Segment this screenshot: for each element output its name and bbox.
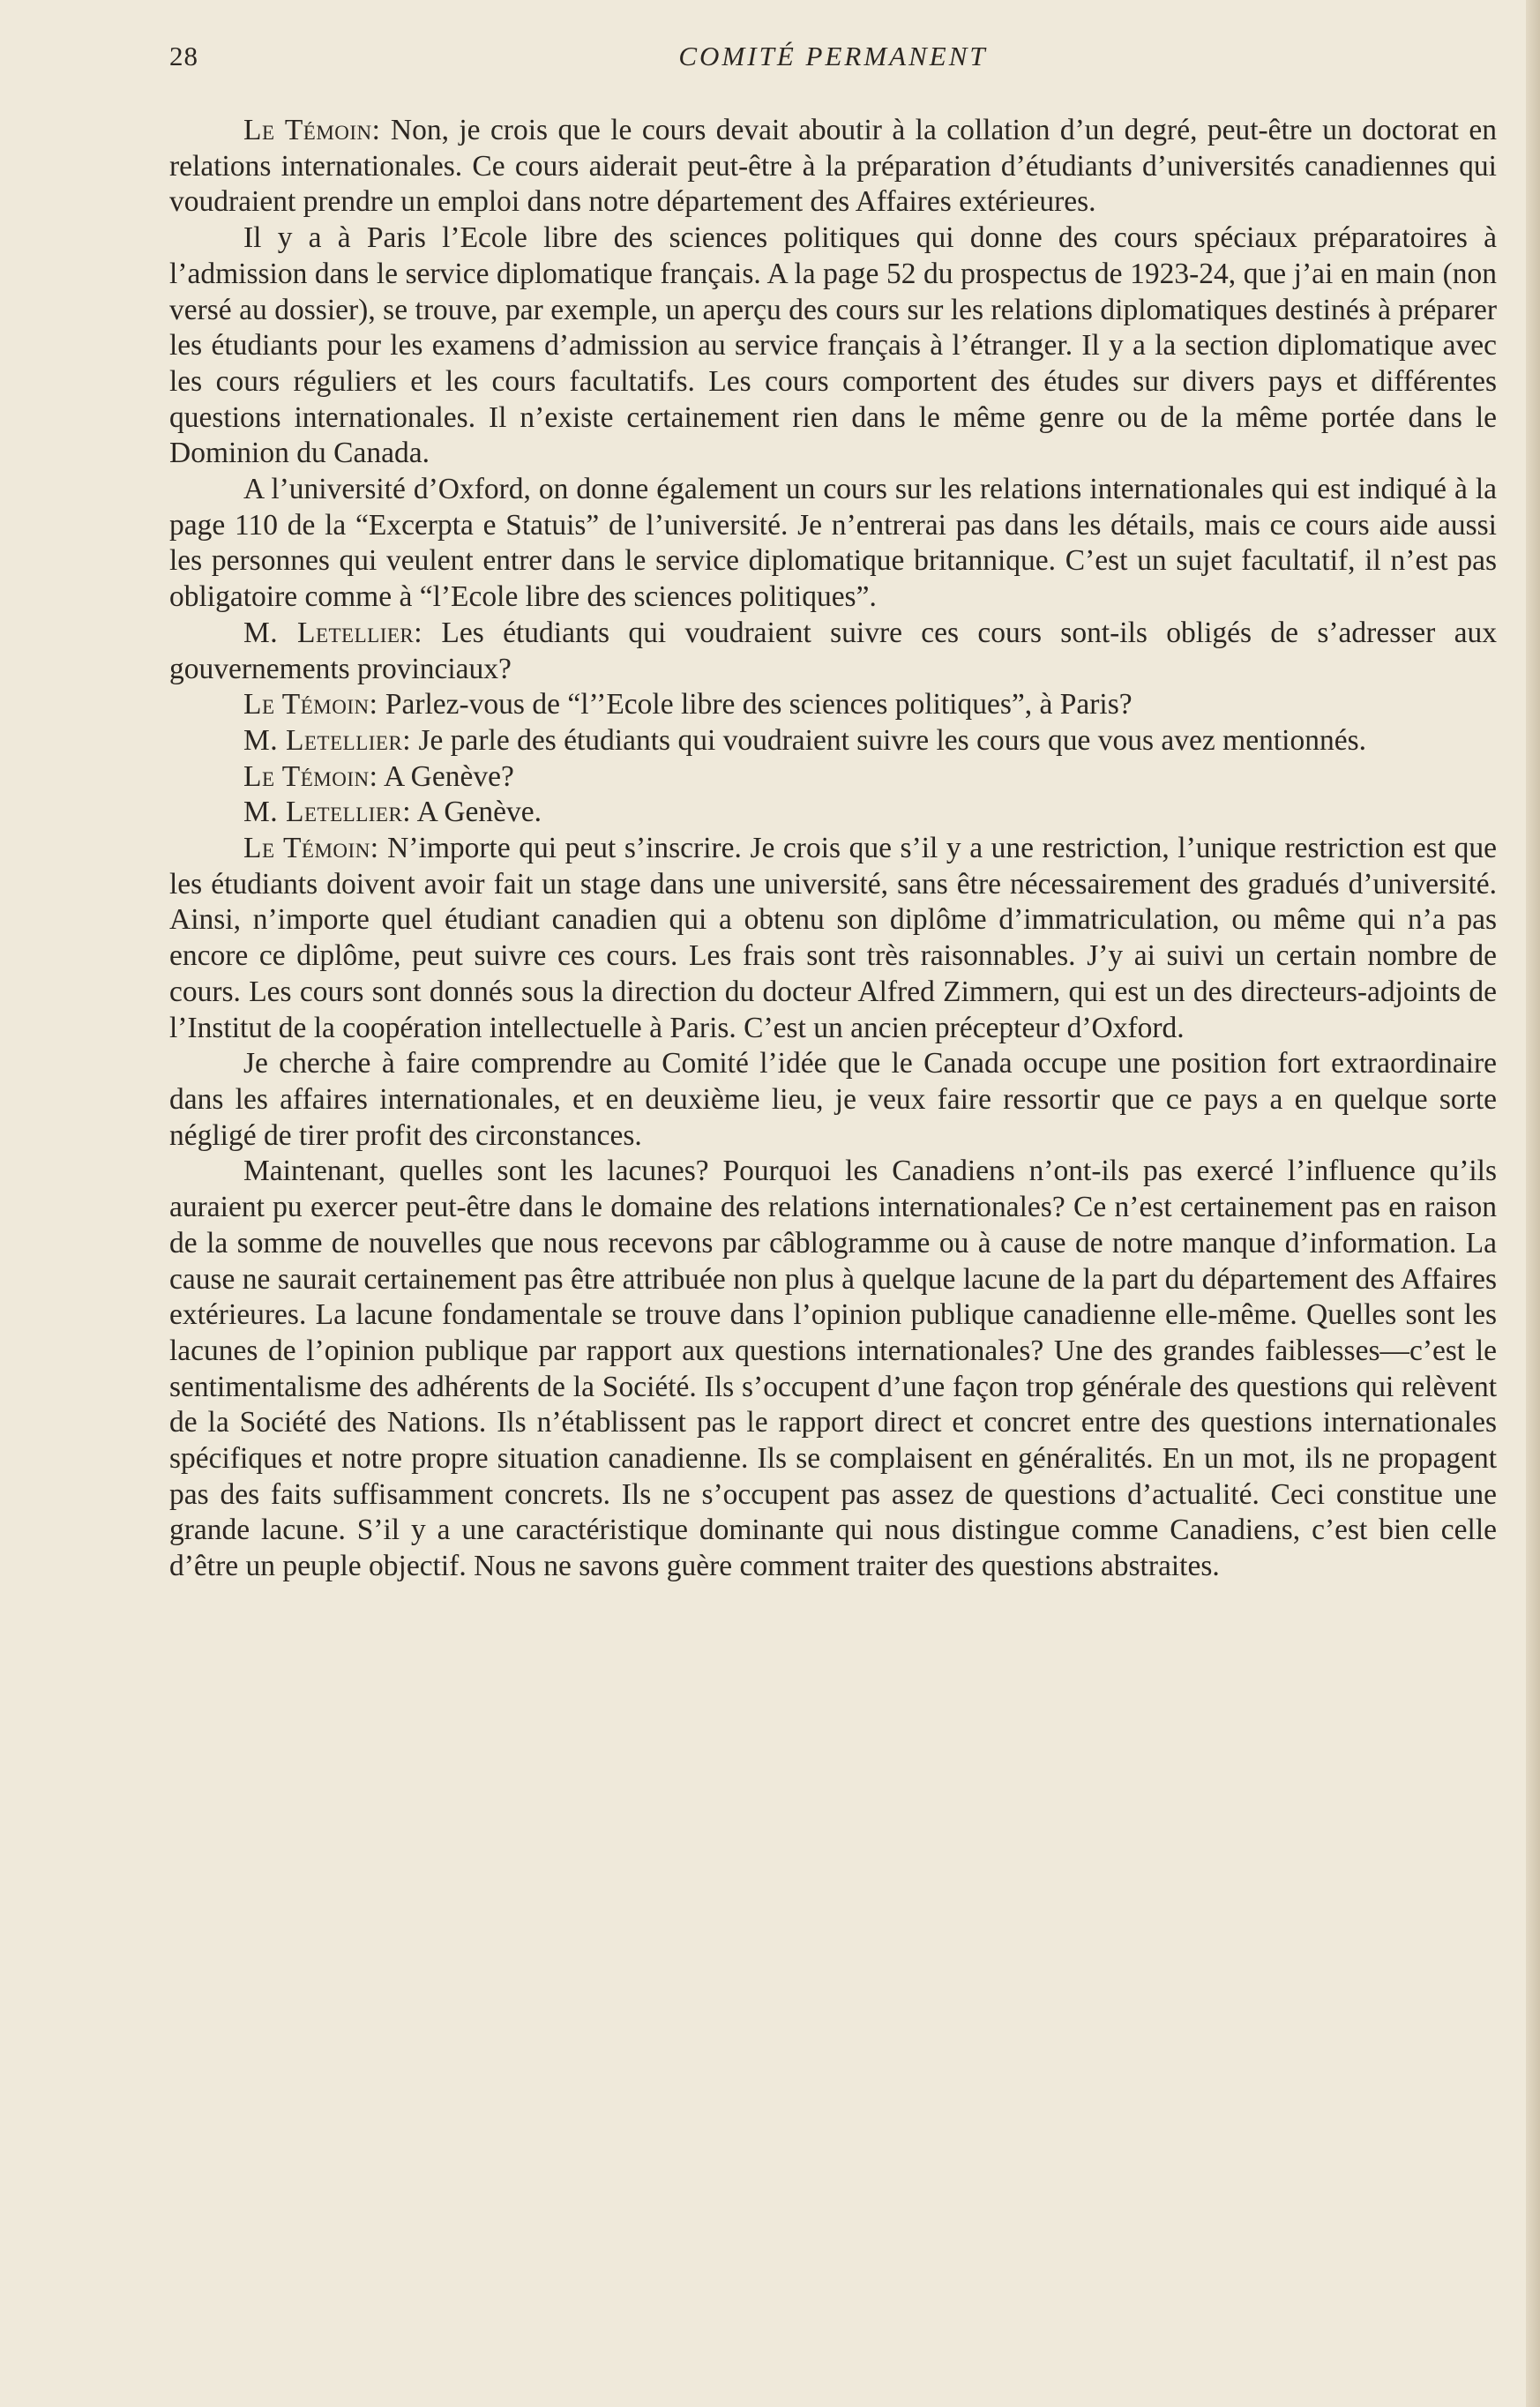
paragraph-text: Les étudiants qui voudraient suivre ces cours sont-ils obligés de s’adresser aux gouvernements provinciaux? (169, 616, 1497, 685)
speaker-label: Le Témoin: (243, 759, 378, 793)
paragraph (169, 221, 1497, 472)
speaker-label: M. Letellier: (243, 616, 423, 649)
page-number: 28 (169, 41, 198, 71)
paragraph-text: Maintenant, quelles sont les lacunes? Pourquoi les Canadiens n’ont-ils pas exercé l’influence qu’ils auraient pu exercer peut-être dans le domaine des relations internationales? Ce n’est certainement pas en raison de la somme de nouvelles que nous recevons par câblogramme ou à cause de notre manque d’information. La cause ne saurait certainement pas être attribuée non plus à quelque lacune de la part du département des Affaires extérieures. La lacune fondamentale se trouve dans l’opinion publique canadienne elle-même. Quelles sont les lacunes de l’opinion publique par rapport aux questions internationales? Une des grandes faiblesses—c’est le sentimentalisme des adhérents de la Société. Ils s’occupent d’une façon trop générale des questions qui relèvent de la Société des Nations. Ils n’établissent pas le rapport direct et concret entre des questions internationales spécifiques et notre propre situation canadienne. Ils se complaisent en généralités. En un mot, ils ne propagent pas des faits suffisamment concrets. Ils ne s’occupent pas assez de questions d’actualité. Ceci constitue une grande lacune. S’il y a une caractéristique dominante qui nous distingue comme Canadiens, c’est bien celle d’être un peuple objectif. Nous ne savons guère comment traiter des questions abstraites. (169, 1155, 1497, 1583)
paragraph-text: A Genève? (378, 759, 514, 793)
paragraph (169, 723, 1497, 759)
paragraph (169, 687, 1497, 723)
paragraph-text: A l’université d’Oxford, on donne également un cours sur les relations internationales qui est indiqué à la page 110 de la “Excerpta e Statuis” de l’université. Je n’entrerai pas dans les détails, mais ce cours aide aussi les personnes qui veulent entrer dans le service diplomatique britannique. C’est un sujet facultatif, il n’est pas obligatoire comme à “l’Ecole libre des sciences politiques”. (169, 473, 1497, 614)
paragraph (169, 616, 1497, 687)
speaker-label: M. Letellier: (243, 723, 412, 757)
paragraph (169, 1154, 1497, 1584)
paragraph-text: Je parle des étudiants qui voudraient suivre les cours que vous avez mentionnés. (411, 723, 1366, 757)
paragraph-text: Je cherche à faire comprendre au Comité l’idée que le Canada occupe une position fort extraordinaire dans les affaires internationales, et en deuxième lieu, je veux faire ressortir que ce pays a en quelque sorte négligé de tirer profit des circonstances. (169, 1047, 1497, 1152)
paragraph (169, 472, 1497, 616)
running-title: COMITÉ PERMANENT (678, 41, 988, 71)
paragraph-text: Parlez-vous de “l’’Ecole libre des sciences politiques”, à Paris? (378, 688, 1133, 721)
paragraph-text: Non, je crois que le cours devait aboutir à la collation d’un degré, peut-être un doctorat en relations internationales. Ce cours aiderait peut-être à la préparation d’étudiants d’universités canadiennes qui voudraient prendre un emploi dans notre département des Affaires extérieures. (169, 114, 1497, 219)
paragraph (169, 1046, 1497, 1154)
paragraph (169, 113, 1497, 221)
page-header (169, 41, 1497, 85)
paragraph-text: N’importe qui peut s’inscrire. Je crois que s’il y a une restriction, l’unique restriction est que les étudiants doivent avoir fait un stage dans une université, sans être nécessairement des gradués d’université. Ainsi, n’importe quel étudiant canadien qui a obtenu son diplôme d’immatriculation, ou même qui n’a pas encore ce diplôme, peut suivre ces cours. Les frais sont très raisonnables. J’y ai suivi un certain nombre de cours. Les cours sont donnés sous la direction du docteur Alfred Zimmern, qui est un des directeurs-adjoints de l’Institut de la coopération intellectuelle à Paris. C’est un ancien précepteur d’Oxford. (169, 832, 1498, 1044)
speaker-label: M. Letellier: (243, 796, 412, 829)
paragraph (169, 831, 1497, 1046)
paragraph (169, 795, 1497, 831)
paragraph (169, 759, 1497, 796)
speaker-label: Le Témoin: (243, 114, 381, 146)
speaker-label: Le Témoin: (243, 832, 379, 865)
body-text (169, 113, 1497, 1585)
paragraph-text: A Genève. (411, 796, 542, 829)
page-edge (1526, 0, 1540, 2407)
speaker-label: Le Témoin: (243, 688, 378, 721)
paragraph-text: Il y a à Paris l’Ecole libre des sciences politiques qui donne des cours spéciaux préparatoires à l’admission dans le service diplomatique français. A la page 52 du prospectus de 1923-24, que j’ai en main (non versé au dossier), se trouve, par exemple, un aperçu des cours sur les relations diplomatiques destinés à préparer les étudiants pour les examens d’admission au service français à l’étranger. Il y a la section diplomatique avec les cours réguliers et les cours facultatifs. Les cours comportent des études sur divers pays et différentes questions internationales. Il n’existe certainement rien dans le même genre ou de la même portée dans le Dominion du Canada. (169, 221, 1497, 470)
